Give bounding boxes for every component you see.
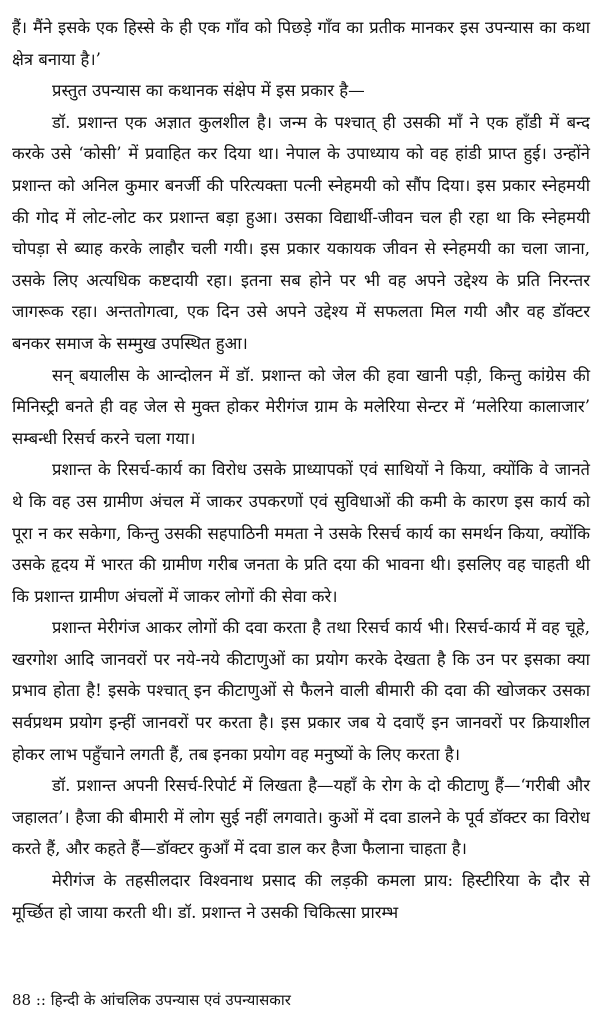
paragraph-research-opposition: प्रशान्त के रिसर्च-कार्य का विरोध उसके प्राध्यापकों एवं साथियों ने किया, क्योंकि वे जानते थे कि वह उस ग्रामीण अंचल में जाकर उपकरणों एवं सुविधाओं की कमी के कारण इस कार्य को पूरा न कर सकेगा, किन्तु उसकी सहपाठिनी ममता ने उसके रिसर्च कार्य का समर्थन किया, क्योंकि उसके हृदय में भारत की ग्रामीण गरीब जनता के प्रति दया की भावना थी। इसलिए वह चाहती थी कि प्रशान्त ग्रामीण अंचलों में जाकर लोगों की सेवा करे। (12, 460, 590, 606)
paragraph-research-report: डॉ. प्रशान्त अपनी रिसर्च-रिपोर्ट में लिखता है—यहाँ के रोग के दो कीटाणु हैं—‘गरीबी और जहालत’। हैजा की बीमारी में लोग सुई नहीं लगवाते। कुओं में दवा डालने के पूर्व डॉक्टर का विरोध करते हैं, और कहते हैं—डॉक्टर कुआँ में दवा डाल कर हैजा फैलाना चाहता है। (12, 776, 590, 859)
page-number: 88 (12, 991, 32, 1009)
page-body (12, 12, 590, 928)
paragraph-kamala-treatment: मेरीगंज के तहसीलदार विश्वनाथ प्रसाद की लड़की कमला प्राय: हिस्टीरिया के दौर से मूर्च्छित हो जाया करती थी। डॉ. प्रशान्त ने उसकी चिकित्सा प्रारम्भ (12, 871, 590, 922)
paragraph-merigunj-work: प्रशान्त मेरीगंज आकर लोगों की दवा करता है तथा रिसर्च कार्य भी। रिसर्च-कार्य में वह चूहे, खरगोश आदि जानवरों पर नये-नये कीटाणुओं का प्रयोग करके देखता है कि उन पर इसका क्या प्रभाव होता है! इसके पश्चात् इन कीटाणुओं से फैलने वाली बीमारी की दवा की खोजकर उसका सर्वप्रथम प्रयोग इन्हीं जानवरों पर करता है। इस प्रकार जब ये दवाएँ इन जानवरों पर क्रियाशील होकर लाभ पहुँचाने लगती हैं, तब इनका प्रयोग वह मनुष्यों के लिए करता है। (12, 618, 590, 764)
book-title: हिन्दी के आंचलिक उपन्यास एवं उपन्यासकार (50, 991, 291, 1009)
paragraph-quote-ending: हैं। मैंने इसके एक हिस्से के ही एक गाँव को पिछड़े गाँव का प्रतीक मानकर इस उपन्यास का कथा क्षेत्र बनाया है।’ (12, 18, 590, 69)
page-footer (12, 988, 291, 1012)
paragraph-prashant-origin: डॉ. प्रशान्त एक अज्ञात कुलशील है। जन्म के पश्चात् ही उसकी माँ ने एक हाँडी में बन्द करके उसे ‘कोसी’ में प्रवाहित कर दिया था। नेपाल के उपाध्याय को वह हांडी प्राप्त हुई। उन्होंने प्रशान्त को अनिल कुमार बनर्जी की परित्यक्ता पत्नी स्नेहमयी को सौंप दिया। इस प्रकार स्नेहमयी की गोद में लोट-लोट कर प्रशान्त बड़ा हुआ। उसका विद्यार्थी-जीवन चल ही रहा था कि स्नेहमयी चोपड़ा से ब्याह करके लाहौर चली गयी। इस प्रकार यकायक जीवन से स्नेहमयी का चला जाना, उसके लिए अत्यधिक कष्टदायी रहा। इतना सब होने पर भी वह अपने उद्देश्य के प्रति निरन्तर जागरूक रहा। अन्ततोगत्वा, एक दिन उसे अपने उद्देश्य में सफलता मिल गयी और वह डॉक्टर बनकर समाज के सम्मुख उपस्थित हुआ। (12, 112, 590, 353)
footer-separator: :: (35, 991, 46, 1009)
paragraph-jail-and-research: सन् बयालीस के आन्दोलन में डॉ. प्रशान्त को जेल की हवा खानी पड़ी, किन्तु कांग्रेस की मिनिस्ट्री बनते ही वह जेल से मुक्त होकर मेरीगंज ग्राम के मलेरिया सेन्टर में ‘मलेरिया कालाजार’ सम्बन्धी रिसर्च करने चला गया। (12, 365, 590, 448)
paragraph-plot-intro: प्रस्तुत उपन्यास का कथानक संक्षेप में इस प्रकार है— (52, 81, 365, 101)
